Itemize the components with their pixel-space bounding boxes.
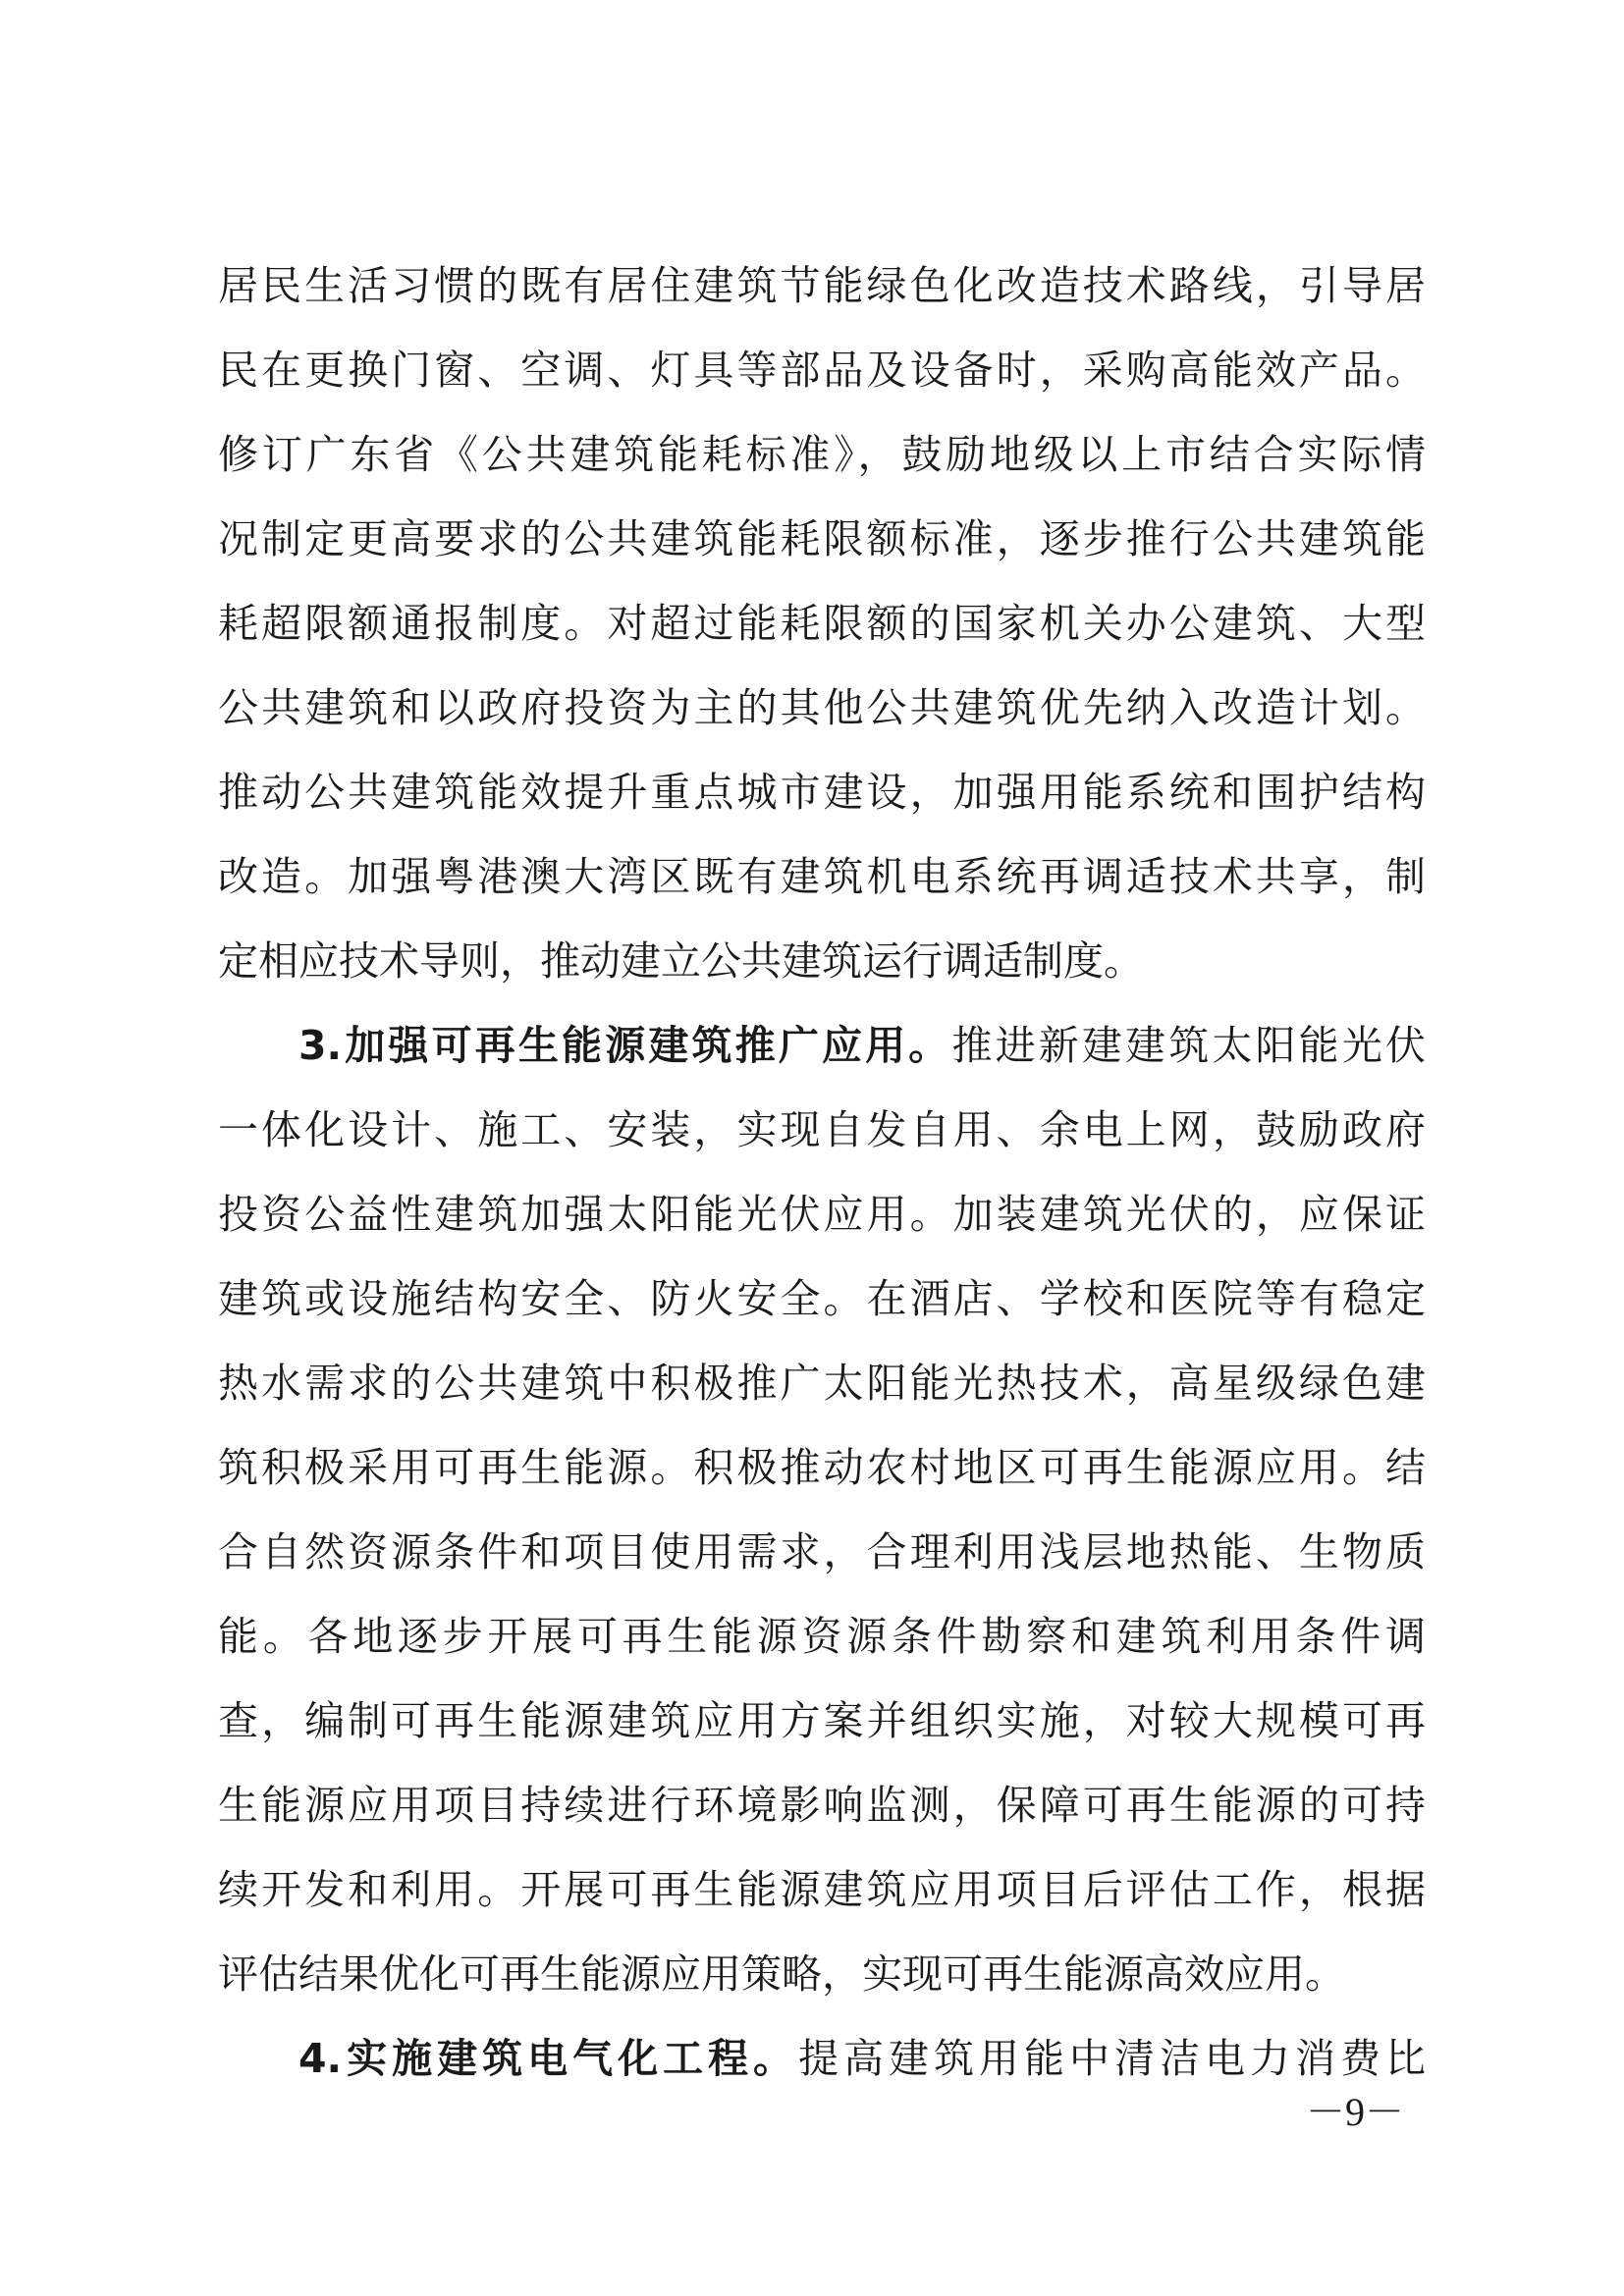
paragraph-4-first-line bbox=[218, 2016, 1426, 2101]
text-line: 公共建筑和以政府投资为主的其他公共建筑优先纳入改造计划。 bbox=[218, 684, 1426, 731]
text-line: 热水需求的公共建筑中积极推广太阳能光热技术，高星级绿色建 bbox=[218, 1360, 1426, 1407]
text-line: 民在更换门窗、空调、灯具等部品及设备时，采购高能效产品。 bbox=[218, 347, 1426, 394]
text-line: 一体化设计、施工、安装，实现自发自用、余电上网，鼓励政府 bbox=[218, 1106, 1426, 1153]
text-line: 筑积极采用可再生能源。积极推动农村地区可再生能源应用。结 bbox=[218, 1444, 1426, 1491]
section-heading-3: 3.加强可再生能源建筑推广应用。 bbox=[298, 1022, 952, 1069]
paragraph-3-first-line bbox=[218, 1003, 1426, 1088]
text-line: 生能源应用项目持续进行环境影响监测，保障可再生能源的可持 bbox=[218, 1782, 1426, 1829]
body-text bbox=[218, 243, 1426, 2101]
page-number: －9－ bbox=[1306, 2090, 1404, 2134]
text-line: 推动公共建筑能效提升重点城市建设，加强用能系统和围护结构 bbox=[218, 769, 1426, 816]
text-line: 合自然资源条件和项目使用需求，合理利用浅层地热能、生物质 bbox=[218, 1528, 1426, 1575]
text-line: 投资公益性建筑加强太阳能光伏应用。加装建筑光伏的，应保证 bbox=[218, 1191, 1426, 1238]
text-line: 修订广东省《公共建筑能耗标准》，鼓励地级以上市结合实际情 bbox=[218, 431, 1426, 478]
text-line: 建筑或设施结构安全、防火安全。在酒店、学校和医院等有稳定 bbox=[218, 1275, 1426, 1322]
text-line: 评估结果优化可再生能源应用策略，实现可再生能源高效应用。 bbox=[218, 1950, 1345, 1998]
section-heading-4: 4.实施建筑电气化工程。 bbox=[298, 2035, 799, 2082]
text-line: 能。各地逐步开展可再生能源资源条件勘察和建筑利用条件调 bbox=[218, 1613, 1426, 1660]
text-line: 耗超限额通报制度。对超过能耗限额的国家机关办公建筑、大型 bbox=[218, 600, 1426, 647]
text-line: 改造。加强粤港澳大湾区既有建筑机电系统再调适技术共享，制 bbox=[218, 853, 1426, 900]
text-line: 续开发和利用。开展可再生能源建筑应用项目后评估工作，根据 bbox=[218, 1866, 1426, 1913]
text-line: 况制定更高要求的公共建筑能耗限额标准，逐步推行公共建筑能 bbox=[218, 515, 1426, 562]
text-line: 定相应技术导则，推动建立公共建筑运行调适制度。 bbox=[218, 937, 1144, 985]
text-run: 提高建筑用能中清洁电力消费比 bbox=[798, 2035, 1427, 2082]
text-line: 查，编制可再生能源建筑应用方案并组织实施，对较大规模可再 bbox=[218, 1697, 1426, 1744]
text-run: 推进新建建筑太阳能光伏 bbox=[951, 1022, 1426, 1069]
text-line: 居民生活习惯的既有居住建筑节能绿色化改造技术路线，引导居 bbox=[218, 262, 1426, 309]
